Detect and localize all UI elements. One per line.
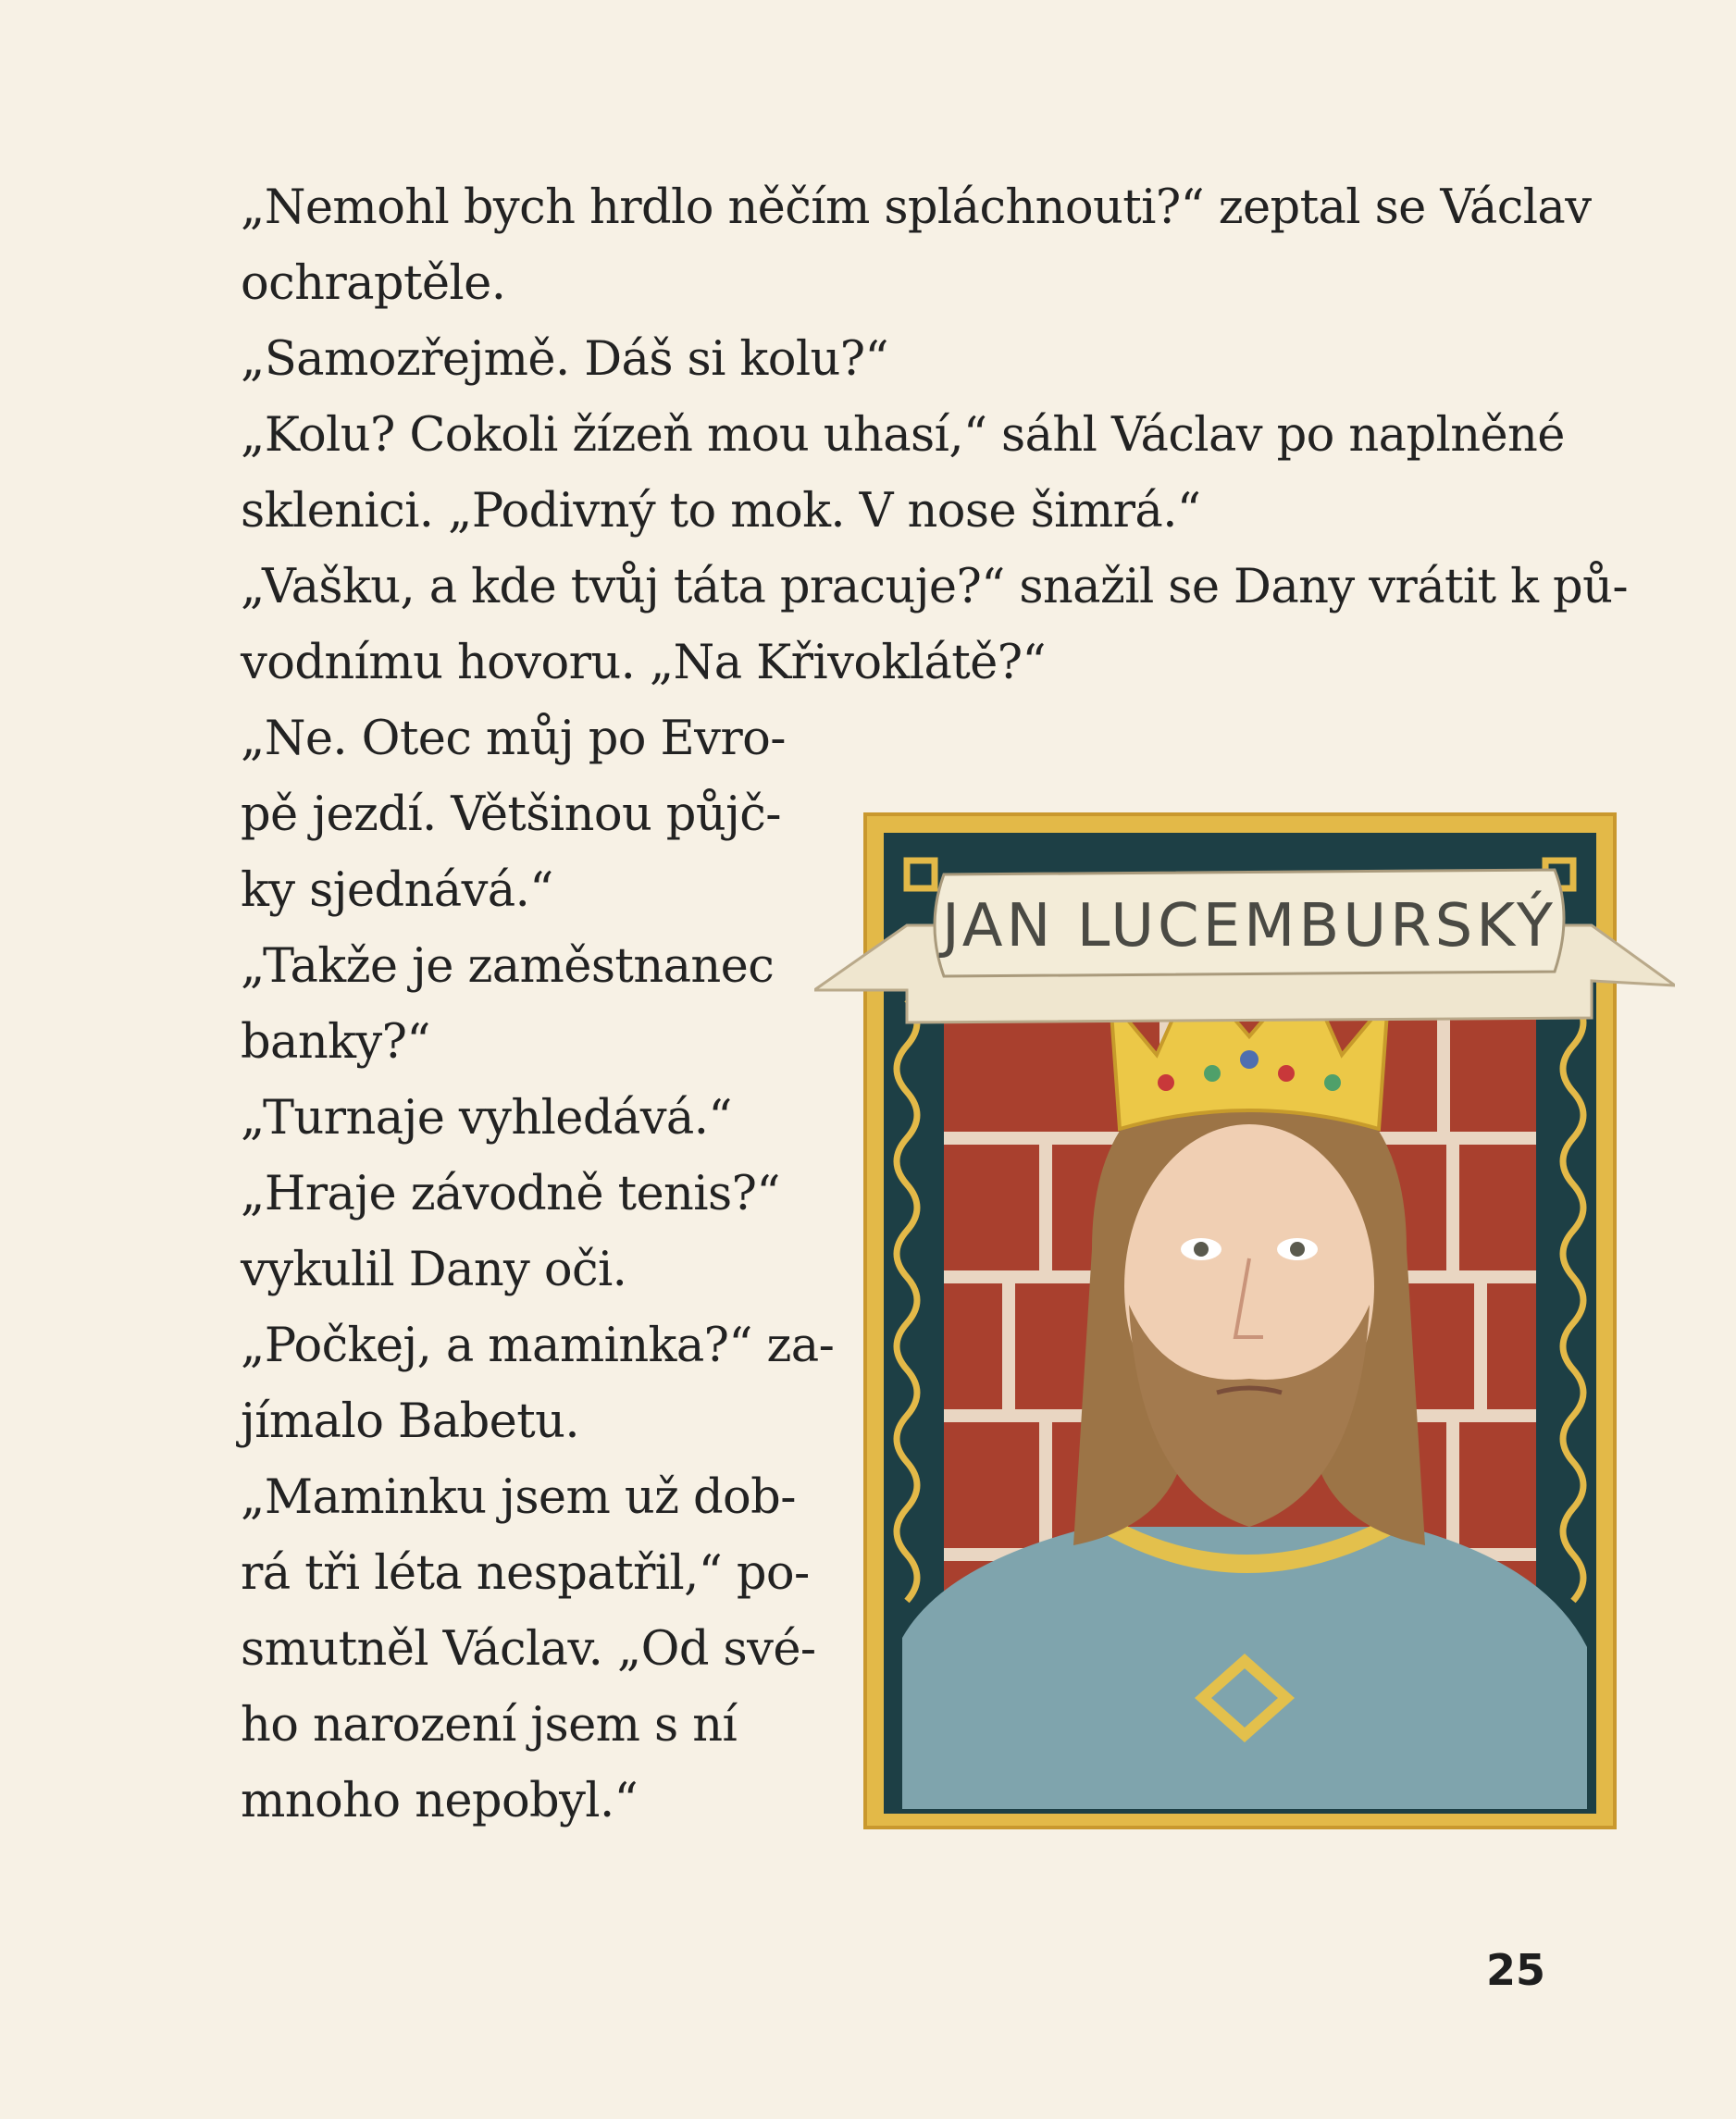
text-line: smutněl Václav. „Od své- [241,1622,816,1677]
text-line: rá tři léta nespatřil,“ po- [241,1546,810,1601]
text-line: banky?“ [241,1015,430,1070]
text-line: „Ne. Otec můj po Evro- [241,712,786,766]
text-line: vodnímu hovoru. „Na Křivoklátě?“ [241,636,1046,690]
page-number: 25 [1486,1945,1546,1995]
text-line: „Turnaje vyhledává.“ [241,1091,732,1146]
king-portrait-illustration [814,787,1675,1841]
text-line: ochraptěle. [241,256,506,311]
text-line: „Kolu? Cokoli žízeň mou uhasí,“ sáhl Václav po naplněné [241,408,1565,463]
text-line: ho narození jsem s ní [241,1698,738,1753]
text-line: mnoho nepobyl.“ [241,1774,639,1828]
text-line: „Samozřejmě. Dáš si kolu?“ [241,332,888,387]
text-line: pě jezdí. Většinou půjč- [241,787,781,842]
text-line: „Maminku jsem už dob- [241,1470,796,1525]
text-line: ky sjednává.“ [241,863,553,918]
text-line: „Vašku, a kde tvůj táta pracuje?“ snažil se Dany vrátit k pů- [241,560,1628,614]
banner-text: JAN LUCEMBURSKÝ [941,892,1557,960]
text-line: „Hraje závodně tenis?“ [241,1167,780,1221]
text-line: „Takže je zaměstnanec [241,939,775,994]
text-line: jímalo Babetu. [241,1394,579,1449]
text-line: „Nemohl bych hrdlo něčím spláchnouti?“ zeptal se Václav [241,180,1592,235]
text-line: „Počkej, a maminka?“ za- [241,1319,835,1373]
text-line: sklenici. „Podivný to mok. V nose šimrá.“ [241,484,1201,539]
text-line: vykulil Dany oči. [241,1243,627,1297]
